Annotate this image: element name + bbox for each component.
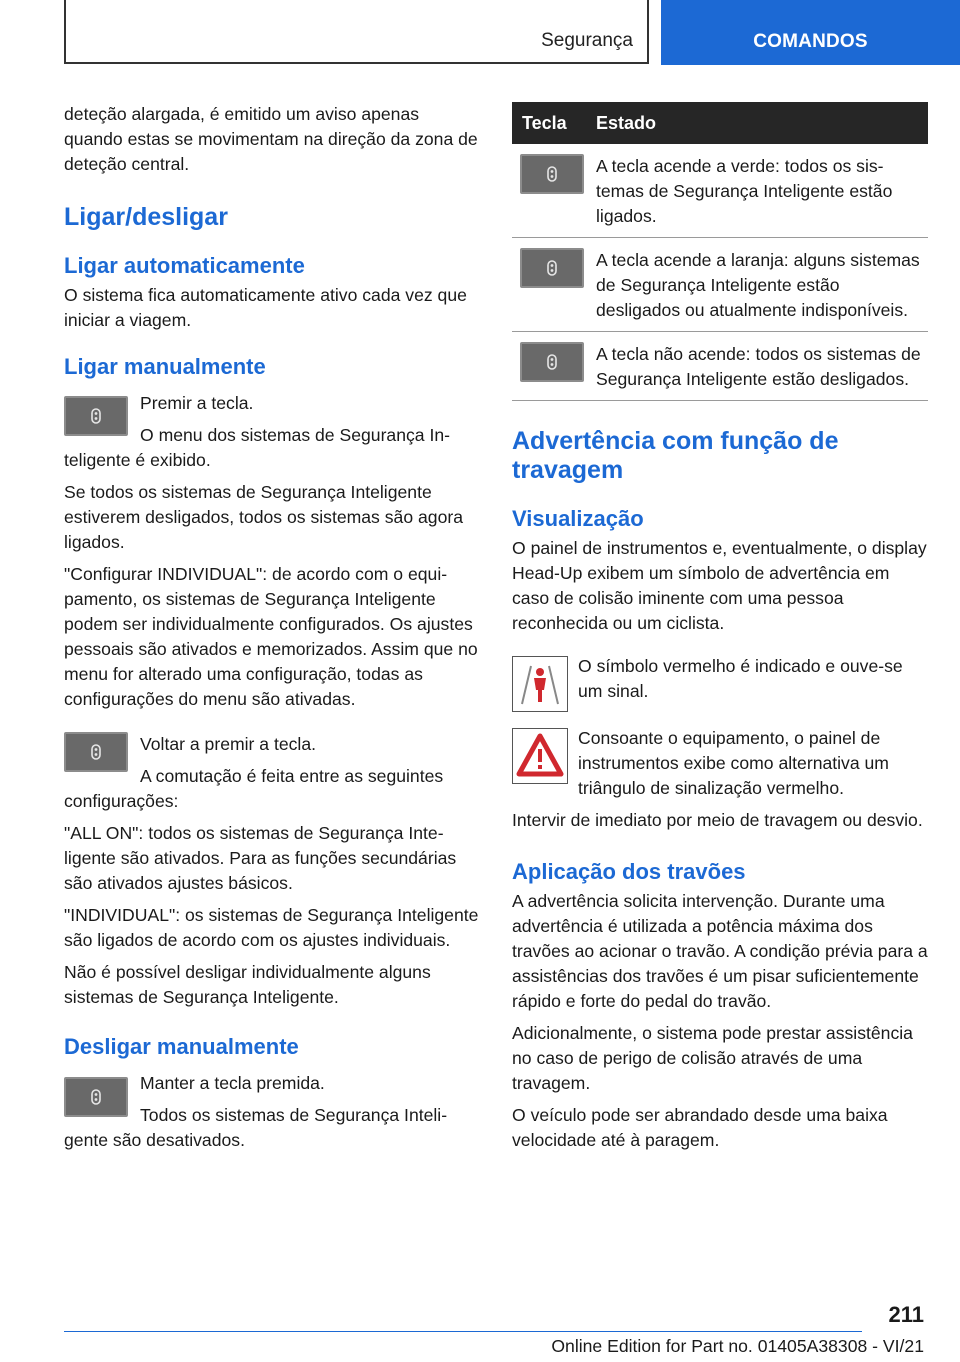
key-state-table (512, 102, 928, 401)
brakes-paragraph-1: A advertência solicita intervenção. Durante uma advertência é utilizada a potência máxima dos travões ao acionar o travão. A condição prévia para a assistências dos travões é um pisar suficientemente rápido e forte do pedal do travão. (512, 891, 928, 1011)
red-symbol-text: O símbolo vermelho é indicado e ouve-se um sinal. (578, 656, 903, 701)
manual-off-block (64, 1071, 479, 1096)
safety-button-icon (64, 396, 128, 436)
intro-paragraph: deteção alargada, é emitido um aviso apenas quando estas se movimentam na direção da zona de deteção central. (64, 104, 478, 174)
safety-button-icon (520, 154, 584, 194)
table-header-state: Estado (596, 102, 928, 144)
individual-text: "INDIVIDUAL": os sistemas de Segurança Inteligente são ligados de acordo com os ajustes individuais. (64, 905, 479, 950)
heading-brake-warning: Advertência com função de travagem (512, 427, 839, 484)
triangle-text: Consoante o equipamento, o painel de instrumentos exibe como alternativa um triângulo de sinalização vermelho. (578, 728, 889, 798)
safety-button-icon (520, 248, 584, 288)
again-block (64, 732, 479, 757)
manual-paragraph-2: "Configurar INDIVIDUAL": de acordo com o equipamento, os sistemas de Segurança Inteligente podem ser individualmente configurados. Os ajustes pessoais são ativados e memorizados. Assim que no menu for alterado uma configuração, todas as configurações do menu são ativadas. (64, 564, 478, 709)
again-switch-text: A comutação é feita entre as seguintes configurações: (64, 766, 444, 811)
safety-button-icon (64, 732, 128, 772)
table-row (512, 332, 928, 401)
table-row (512, 238, 928, 332)
header-chapter-tab[interactable] (661, 0, 960, 65)
not-possible-text: Não é possível desligar individualmente alguns sistemas de Segurança Inteligente. (64, 962, 431, 1007)
heading-manual-on: Ligar manualmente (64, 354, 266, 379)
heading-auto-on: Ligar automaticamente (64, 253, 305, 278)
footer-divider (64, 1331, 862, 1332)
manual-on-block (64, 391, 479, 416)
header-section-tab (64, 0, 649, 64)
table-cell-state: A tecla não acende: todos os sistemas de Segurança Inteligente estão desligados. (596, 332, 928, 401)
manual-paragraph-1: Se todos os sistemas de Segurança Inteligente estiverem desligados, todos os sistemas são agora ligados. (64, 482, 463, 552)
red-symbol-block (512, 654, 928, 720)
brakes-paragraph-2: Adicionalmente, o sistema pode prestar assistência no caso de perigo de colisão através de uma travagem. (512, 1023, 913, 1093)
brakes-paragraph-3: O veículo pode ser abrandado desde uma baixa velocidade até à paragem. (512, 1105, 888, 1150)
table-cell-state: A tecla acende a verde: todos os sistemas de Segurança Inteligente estão ligados. (596, 144, 928, 238)
triangle-block (512, 726, 928, 801)
again-press-text: Voltar a premir a tecla. (140, 734, 317, 754)
safety-button-icon (64, 1077, 128, 1117)
display-text: O painel de instrumentos e, eventualmente, o display Head-Up exibem um símbolo de advertência em caso de colisão iminente com uma pessoa reconhecida ou um ciclista. (512, 538, 927, 633)
intervene-text: Intervir de imediato por meio de travagem ou desvio. (512, 810, 923, 830)
heading-display: Visualização (512, 506, 644, 531)
header-section-title: Segurança (541, 30, 633, 51)
auto-on-text: O sistema fica automaticamente ativo cada vez que iniciar a viagem. (64, 285, 467, 330)
manual-menu-text: O menu dos sistemas de Segurança Inteligente é exibido. (64, 425, 451, 470)
heading-brake-application: Aplicação dos travões (512, 859, 746, 884)
table-row (512, 144, 928, 238)
page-number: 211 (888, 1302, 924, 1327)
all-on-text: "ALL ON": todos os sistemas de Segurança Inteligente são ativados. Para as funções secundárias são ativados ajustes básicos. (64, 823, 457, 893)
table-header-row (512, 102, 928, 144)
warning-triangle-icon (512, 728, 568, 784)
heading-on-off: Ligar/desligar (64, 203, 228, 231)
footer-edition: Online Edition for Part no. 01405A38308 - VI/21 (551, 1336, 924, 1356)
header-chapter-title: COMANDOS (753, 31, 868, 52)
pedestrian-warning-icon (512, 656, 568, 712)
left-column (64, 102, 479, 1160)
heading-manual-off: Desligar manualmente (64, 1034, 299, 1059)
manual-press-text: Premir a tecla. (140, 393, 254, 413)
off-hold-text: Manter a tecla premida. (140, 1073, 325, 1093)
right-column (512, 102, 928, 1160)
table-cell-state: A tecla acende a laranja: alguns sistemas de Segurança Inteligente estão desligados ou atualmente indisponíveis. (596, 238, 928, 332)
off-all-text: Todos os sistemas de Segurança Inteligente são desativados. (64, 1105, 448, 1150)
table-header-key: Tecla (512, 102, 596, 144)
safety-button-icon (520, 342, 584, 382)
